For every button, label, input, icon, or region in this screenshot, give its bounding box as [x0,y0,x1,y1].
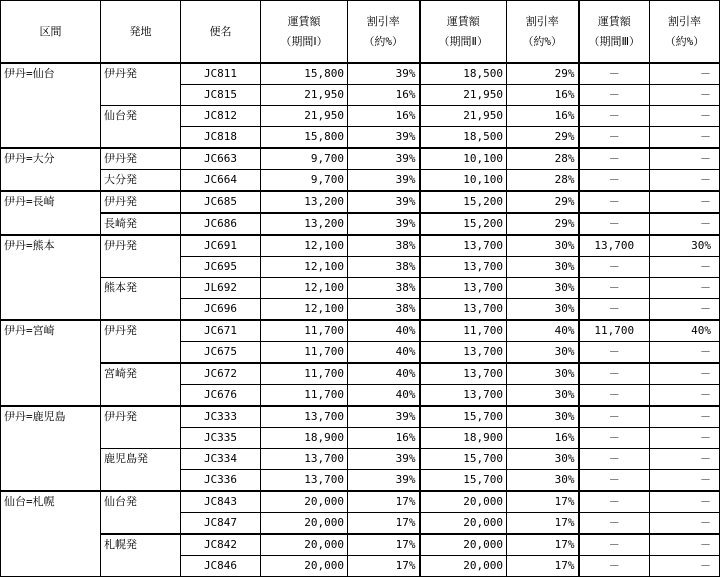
discount-period-2-cell: 16% [507,106,579,127]
flight-cell: JC675 [181,342,261,364]
header-discount-period-1: 割引率 （約%） [348,1,420,64]
origin-cell: 仙台発 [101,491,181,534]
fare-period-2-cell: 20,000 [420,556,507,577]
origin-cell: 伊丹発 [101,63,181,106]
discount-period-1-cell: 17% [348,534,420,556]
discount-period-1-cell: 39% [348,63,420,85]
discount-period-3-cell: － [650,363,720,385]
discount-period-3-cell: － [650,406,720,428]
discount-period-3-cell: － [650,513,720,535]
discount-period-2-cell: 17% [507,534,579,556]
origin-cell: 大分発 [101,170,181,192]
fare-period-1-cell: 20,000 [261,491,348,513]
fare-period-2-cell: 10,100 [420,148,507,170]
fare-period-2-cell: 13,700 [420,342,507,364]
discount-period-3-cell: － [650,470,720,492]
origin-cell: 宮崎発 [101,363,181,406]
origin-cell: 熊本発 [101,278,181,321]
fare-period-3-cell: － [579,342,650,364]
fare-period-3-cell: － [579,106,650,127]
section-cell: 仙台=札幌 [1,491,101,577]
fare-period-3-cell: － [579,127,650,149]
discount-period-2-cell: 30% [507,449,579,470]
discount-period-3-cell: － [650,385,720,407]
discount-period-1-cell: 39% [348,170,420,192]
fare-period-1-cell: 15,800 [261,127,348,149]
fare-period-1-cell: 13,200 [261,213,348,235]
fare-period-2-cell: 15,700 [420,449,507,470]
discount-period-1-cell: 39% [348,213,420,235]
discount-period-2-cell: 30% [507,406,579,428]
fare-period-1-cell: 11,700 [261,385,348,407]
discount-period-2-cell: 16% [507,428,579,449]
table-row [1,320,720,342]
fare-period-1-cell: 9,700 [261,170,348,192]
fare-period-1-cell: 18,900 [261,428,348,449]
flight-cell: JC676 [181,385,261,407]
table-row [1,278,720,299]
fare-period-2-cell: 15,200 [420,191,507,213]
discount-period-3-cell: 30% [650,235,720,257]
fare-period-3-cell: － [579,449,650,470]
discount-period-1-cell: 16% [348,106,420,127]
fare-period-3-cell: － [579,470,650,492]
fare-period-2-cell: 13,700 [420,385,507,407]
discount-period-1-cell: 39% [348,148,420,170]
fare-period-2-cell: 21,950 [420,85,507,106]
fare-period-2-cell: 21,950 [420,106,507,127]
origin-cell: 伊丹発 [101,148,181,170]
table-row [1,170,720,192]
discount-period-1-cell: 39% [348,127,420,149]
flight-cell: JC333 [181,406,261,428]
fare-period-3-cell: － [579,491,650,513]
fare-period-2-cell: 18,900 [420,428,507,449]
fare-period-2-cell: 13,700 [420,235,507,257]
header-row [1,1,720,64]
table-row [1,406,720,428]
discount-period-2-cell: 30% [507,385,579,407]
discount-period-3-cell: － [650,127,720,149]
flight-cell: JC842 [181,534,261,556]
section-cell: 伊丹=宮崎 [1,320,101,406]
fare-period-1-cell: 13,700 [261,406,348,428]
fare-period-3-cell: － [579,213,650,235]
discount-period-2-cell: 40% [507,320,579,342]
discount-period-1-cell: 39% [348,406,420,428]
fare-period-1-cell: 15,800 [261,63,348,85]
header-fare-period-3: 運賃額 （期間Ⅲ） [579,1,650,64]
fare-period-1-cell: 9,700 [261,148,348,170]
fare-period-2-cell: 18,500 [420,127,507,149]
flight-cell: JL692 [181,278,261,299]
discount-period-2-cell: 30% [507,278,579,299]
fare-period-1-cell: 20,000 [261,513,348,535]
discount-period-3-cell: － [650,170,720,192]
fare-period-3-cell: － [579,534,650,556]
discount-period-1-cell: 38% [348,278,420,299]
header-fare-period-2: 運賃額 （期間Ⅱ） [420,1,507,64]
discount-period-3-cell: － [650,63,720,85]
discount-period-3-cell: － [650,85,720,106]
table-row [1,235,720,257]
discount-period-2-cell: 17% [507,491,579,513]
fare-period-3-cell: － [579,191,650,213]
fare-period-3-cell: － [579,170,650,192]
discount-period-3-cell: 40% [650,320,720,342]
discount-period-2-cell: 29% [507,63,579,85]
discount-period-3-cell: － [650,106,720,127]
discount-period-1-cell: 39% [348,191,420,213]
fare-period-2-cell: 15,200 [420,213,507,235]
fare-period-1-cell: 13,700 [261,470,348,492]
header-section: 区間 [1,1,101,64]
discount-period-2-cell: 28% [507,148,579,170]
discount-period-2-cell: 29% [507,127,579,149]
flight-cell: JC843 [181,491,261,513]
discount-period-3-cell: － [650,257,720,278]
fare-period-3-cell: － [579,257,650,278]
header-origin: 発地 [101,1,181,64]
fare-period-3-cell: － [579,513,650,535]
fare-period-1-cell: 12,100 [261,257,348,278]
fare-period-2-cell: 13,700 [420,278,507,299]
discount-period-1-cell: 38% [348,257,420,278]
discount-period-1-cell: 38% [348,299,420,321]
origin-cell: 伊丹発 [101,235,181,278]
discount-period-2-cell: 28% [507,170,579,192]
discount-period-1-cell: 39% [348,470,420,492]
discount-period-2-cell: 30% [507,257,579,278]
discount-period-2-cell: 29% [507,213,579,235]
discount-period-3-cell: － [650,278,720,299]
discount-period-2-cell: 30% [507,299,579,321]
origin-cell: 札幌発 [101,534,181,577]
table-row [1,363,720,385]
discount-period-1-cell: 38% [348,235,420,257]
discount-period-1-cell: 39% [348,449,420,470]
origin-cell: 鹿児島発 [101,449,181,492]
fare-period-3-cell: － [579,299,650,321]
discount-period-2-cell: 30% [507,363,579,385]
flight-cell: JC664 [181,170,261,192]
fare-period-3-cell: － [579,556,650,577]
flight-cell: JC686 [181,213,261,235]
fare-period-1-cell: 20,000 [261,556,348,577]
section-cell: 伊丹=熊本 [1,235,101,320]
discount-period-1-cell: 16% [348,428,420,449]
discount-period-2-cell: 30% [507,470,579,492]
table-row [1,148,720,170]
discount-period-2-cell: 30% [507,342,579,364]
fare-period-2-cell: 18,500 [420,63,507,85]
flight-cell: JC663 [181,148,261,170]
fare-period-2-cell: 11,700 [420,320,507,342]
discount-period-3-cell: － [650,299,720,321]
flight-cell: JC335 [181,428,261,449]
flight-cell: JC847 [181,513,261,535]
fare-period-2-cell: 10,100 [420,170,507,192]
header-fare-period-1: 運賃額 （期間Ⅰ） [261,1,348,64]
discount-period-1-cell: 40% [348,385,420,407]
table-row [1,63,720,85]
fare-period-1-cell: 12,100 [261,235,348,257]
flight-cell: JC691 [181,235,261,257]
header-flight: 便名 [181,1,261,64]
table-body [1,63,720,577]
origin-cell: 伊丹発 [101,191,181,213]
fare-period-1-cell: 21,950 [261,106,348,127]
flight-cell: JC818 [181,127,261,149]
discount-period-3-cell: － [650,342,720,364]
flight-cell: JC812 [181,106,261,127]
flight-cell: JC671 [181,320,261,342]
fare-period-2-cell: 13,700 [420,363,507,385]
discount-period-3-cell: － [650,534,720,556]
header-discount-period-3: 割引率 （約%） [650,1,720,64]
table-row [1,191,720,213]
table-row [1,491,720,513]
fare-period-3-cell: － [579,406,650,428]
flight-cell: JC811 [181,63,261,85]
fare-period-2-cell: 20,000 [420,534,507,556]
discount-period-2-cell: 17% [507,513,579,535]
discount-period-3-cell: － [650,449,720,470]
table-row [1,213,720,235]
discount-period-3-cell: － [650,191,720,213]
table-header [1,1,720,64]
discount-period-1-cell: 17% [348,491,420,513]
discount-period-1-cell: 40% [348,320,420,342]
header-discount-period-2: 割引率 （約%） [507,1,579,64]
fare-period-1-cell: 11,700 [261,363,348,385]
fare-period-3-cell: 11,700 [579,320,650,342]
table-row [1,534,720,556]
table-row [1,449,720,470]
fare-period-3-cell: － [579,385,650,407]
fare-period-1-cell: 13,200 [261,191,348,213]
flight-cell: JC696 [181,299,261,321]
fare-period-3-cell: － [579,85,650,106]
discount-period-1-cell: 17% [348,556,420,577]
discount-period-1-cell: 16% [348,85,420,106]
discount-period-2-cell: 16% [507,85,579,106]
discount-period-1-cell: 40% [348,363,420,385]
origin-cell: 仙台発 [101,106,181,149]
fare-period-2-cell: 15,700 [420,406,507,428]
fare-period-3-cell: － [579,148,650,170]
flight-cell: JC695 [181,257,261,278]
origin-cell: 伊丹発 [101,406,181,449]
fare-period-2-cell: 13,700 [420,257,507,278]
flight-cell: JC846 [181,556,261,577]
section-cell: 伊丹=鹿児島 [1,406,101,491]
discount-period-3-cell: － [650,213,720,235]
discount-period-3-cell: － [650,428,720,449]
fare-period-1-cell: 12,100 [261,278,348,299]
fare-period-1-cell: 11,700 [261,342,348,364]
fare-period-2-cell: 15,700 [420,470,507,492]
discount-period-3-cell: － [650,148,720,170]
flight-cell: JC334 [181,449,261,470]
fare-period-3-cell: 13,700 [579,235,650,257]
fare-period-1-cell: 20,000 [261,534,348,556]
section-cell: 伊丹=大分 [1,148,101,191]
discount-period-3-cell: － [650,556,720,577]
fare-period-2-cell: 13,700 [420,299,507,321]
discount-period-1-cell: 17% [348,513,420,535]
fare-period-3-cell: － [579,428,650,449]
section-cell: 伊丹=仙台 [1,63,101,148]
flight-cell: JC336 [181,470,261,492]
table-row [1,106,720,127]
fare-period-3-cell: － [579,363,650,385]
flight-cell: JC672 [181,363,261,385]
fare-period-1-cell: 21,950 [261,85,348,106]
discount-period-2-cell: 30% [507,235,579,257]
flight-cell: JC685 [181,191,261,213]
fare-period-1-cell: 12,100 [261,299,348,321]
fare-period-2-cell: 20,000 [420,513,507,535]
discount-period-3-cell: － [650,491,720,513]
fare-period-3-cell: － [579,63,650,85]
origin-cell: 長崎発 [101,213,181,235]
fare-period-3-cell: － [579,278,650,299]
discount-period-2-cell: 29% [507,191,579,213]
discount-period-2-cell: 17% [507,556,579,577]
origin-cell: 伊丹発 [101,320,181,363]
fare-period-1-cell: 11,700 [261,320,348,342]
fare-period-1-cell: 13,700 [261,449,348,470]
flight-cell: JC815 [181,85,261,106]
section-cell: 伊丹=長崎 [1,191,101,235]
discount-period-1-cell: 40% [348,342,420,364]
fare-period-2-cell: 20,000 [420,491,507,513]
